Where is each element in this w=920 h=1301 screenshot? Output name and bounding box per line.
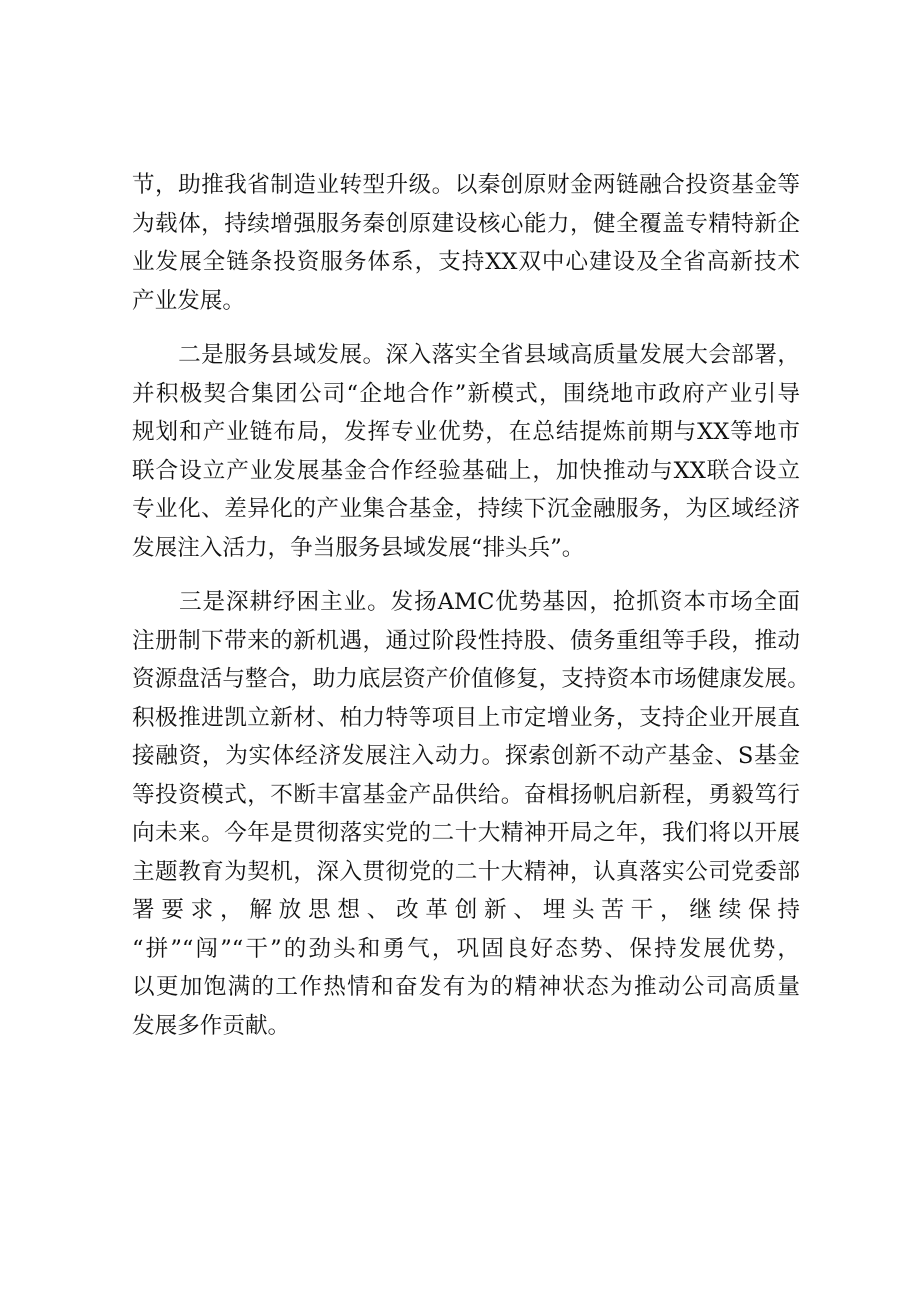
document-body: [132, 166, 810, 1061]
text-line: 发展多作贡献。: [132, 1012, 291, 1039]
text-line: 联合设立产业发展基金合作经验基础上，加快推动与XX联合设立: [132, 457, 800, 484]
text-line: 积极推进凯立新材、柏力特等项目上市定增业务，支持企业开展直: [132, 704, 800, 731]
paragraph-1: [132, 166, 800, 320]
text-line: 专业化、差异化的产业集合基金，持续下沉金融服务，为区域经济: [132, 496, 800, 522]
text-line: 规划和产业链布局，发挥专业优势，在总结提炼前期与XX等地市: [132, 419, 800, 445]
text-line: 等投资模式，不断丰富基金产品供给。奋楫扬帆启新程，勇毅笃行: [132, 781, 800, 808]
text-line: 以更加饱满的工作热情和奋发有为的精神状态为推动公司高质量: [132, 974, 800, 1000]
text-line: 为载体，持续增强服务秦创原建设核心能力，健全覆盖专精特新企: [132, 210, 800, 237]
text-line: 署要求，解放思想、改革创新、埋头苦干，继续保持: [132, 897, 800, 923]
text-line: 三是深耕纾困主业。发扬AMC优势基因，抢抓资本市场全面: [132, 589, 800, 615]
paragraph-3: [132, 583, 810, 1045]
text-line: 接融资，为实体经济发展注入动力。探索创新不动产基金、S基金: [132, 743, 800, 769]
text-line: 节，助推我省制造业转型升级。以秦创原财金两链融合投资基金等: [132, 172, 800, 198]
paragraph-2: [132, 336, 800, 567]
text-line: 向未来。今年是贯彻落实党的二十大精神开局之年，我们将以开展: [132, 820, 800, 846]
text-line: 业发展全链条投资服务体系，支持XX双中心建设及全省高新技术: [132, 249, 800, 275]
text-line: 资源盘活与整合，助力底层资产价值修复，支持资本市场健康发展。: [132, 666, 810, 692]
text-line: 并积极契合集团公司“企地合作”新模式，围绕地市政府产业引导: [132, 380, 800, 407]
text-line: 二是服务县域发展。深入落实全省县域高质量发展大会部署，: [132, 342, 800, 368]
text-line: 产业发展。: [132, 287, 245, 314]
text-line: 发展注入活力，争当服务县域发展“排头兵”。: [132, 534, 585, 561]
text-line: 注册制下带来的新机遇，通过阶段性持股、债务重组等手段，推动: [132, 627, 800, 654]
text-line: “拼”“闯”“干”的劲头和勇气，巩固良好态势、保持发展优势，: [132, 935, 800, 962]
text-line: 主题教育为契机，深入贯彻党的二十大精神，认真落实公司党委部: [132, 858, 800, 885]
